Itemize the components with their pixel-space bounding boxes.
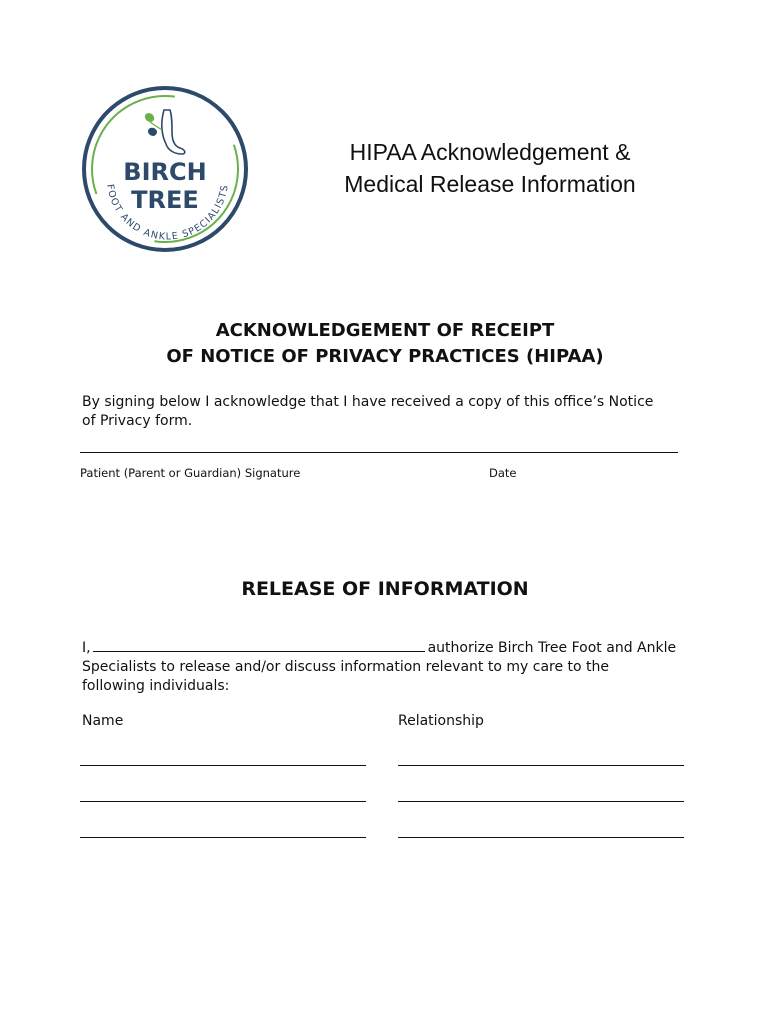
relationship-line-3[interactable] (398, 837, 684, 838)
name-column-label: Name (82, 713, 124, 729)
document-title-line-1: HIPAA Acknowledgement & (349, 139, 631, 165)
authorizer-name-blank[interactable] (93, 639, 425, 652)
logo-text-tree: TREE (131, 186, 199, 214)
release-body-line-1-suffix: authorize Birch Tree Foot and Ankle (427, 640, 677, 656)
logo-text-birch: BIRCH (123, 158, 207, 186)
relationship-line-2[interactable] (398, 801, 684, 802)
acknowledgement-heading-line-2: OF NOTICE OF PRIVACY PRACTICES (HIPAA) (166, 346, 604, 367)
acknowledgement-heading (0, 318, 770, 370)
document-title (300, 136, 680, 200)
name-line-2[interactable] (80, 801, 366, 802)
acknowledgement-body-line-2: of Privacy form. (82, 413, 193, 429)
relationship-column-label: Relationship (398, 713, 484, 729)
date-label: Date (489, 466, 517, 480)
document-title-line-2: Medical Release Information (344, 171, 636, 197)
release-body-line-1 (82, 639, 702, 658)
signature-date-line[interactable] (80, 452, 678, 453)
acknowledgement-body-line-1: By signing below I acknowledge that I have received a copy of this office’s Notice (82, 394, 654, 410)
name-line-3[interactable] (80, 837, 366, 838)
name-line-1[interactable] (80, 765, 366, 766)
signature-label: Patient (Parent or Guardian) Signature (80, 466, 301, 480)
birch-tree-logo (80, 84, 250, 254)
release-body (82, 639, 702, 696)
logo-seal (80, 84, 250, 254)
acknowledgement-heading-line-1: ACKNOWLEDGEMENT OF RECEIPT (215, 320, 555, 341)
release-prefix: I, (82, 640, 91, 656)
foot-leaf-icon (145, 110, 185, 154)
release-body-line-3: following individuals: (82, 678, 230, 694)
release-heading: RELEASE OF INFORMATION (241, 578, 529, 600)
relationship-line-1[interactable] (398, 765, 684, 766)
release-body-line-2: Specialists to release and/or discuss information relevant to my care to the (82, 659, 610, 675)
logo-arc-text: FOOT AND ANKLE SPECIALISTS (104, 183, 231, 243)
acknowledgement-body (82, 393, 702, 431)
